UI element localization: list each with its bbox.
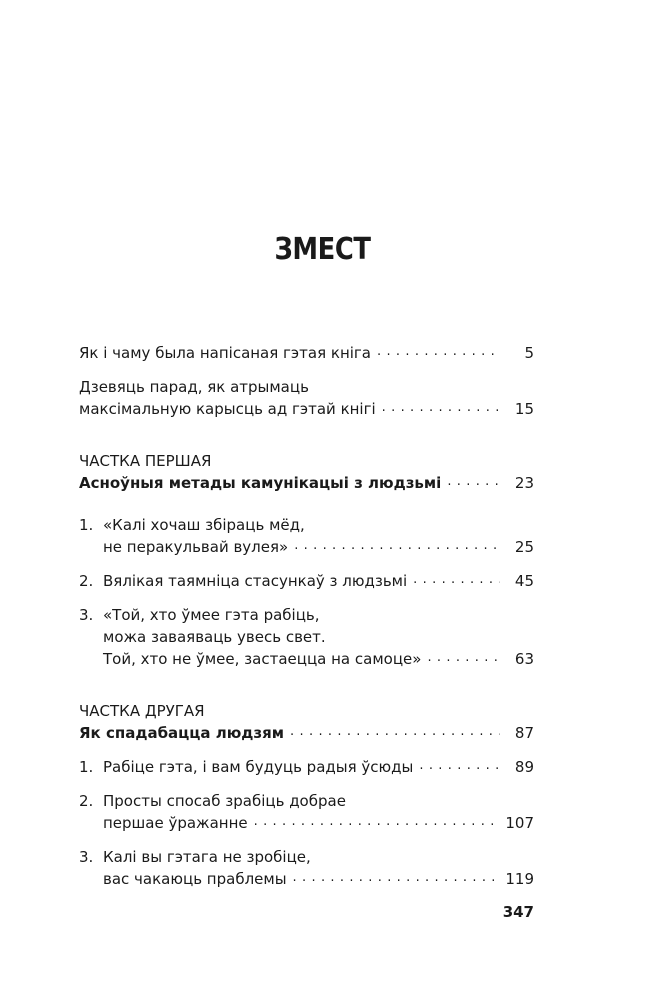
chapter-title-line: Вялікая таямніца стасункаў з людзьмі — [103, 572, 408, 590]
chapter-number: 3. — [79, 606, 94, 624]
toc-entry-intro-1 — [79, 342, 534, 364]
dot-leader — [290, 725, 500, 739]
entry-page: 15 — [514, 400, 534, 418]
dot-leader — [447, 475, 500, 489]
chapter-title-line: не перакульвай вулея» — [103, 538, 289, 556]
dot-leader — [419, 759, 500, 773]
toc-entry-intro-2 — [79, 376, 534, 420]
chapter-page: 25 — [514, 538, 534, 556]
chapter-title-line: можа заваяваць увесь свет. — [103, 628, 326, 646]
dot-leader — [382, 401, 500, 415]
dot-leader — [427, 651, 500, 665]
dot-leader — [254, 815, 498, 829]
dot-leader — [294, 539, 500, 553]
part-title: Як спадабацца людзям — [79, 724, 285, 742]
chapter-number: 2. — [79, 792, 94, 810]
chapter-number: 1. — [79, 516, 94, 534]
dot-leader — [377, 345, 500, 359]
part-label: ЧАСТКА ПЕРШАЯ — [79, 452, 212, 470]
entry-title-line: максімальную карысць ад гэтай кнігі — [79, 400, 376, 418]
chapter-title-line: вас чакаюць праблемы — [103, 870, 287, 888]
chapter-page: 119 — [505, 870, 534, 888]
chapter-title-line: «Калі хочаш збіраць мёд, — [103, 516, 305, 534]
chapter-number: 2. — [79, 572, 94, 590]
chapter-number: 1. — [79, 758, 94, 776]
part-two — [79, 700, 534, 890]
chapter-page: 107 — [505, 814, 534, 832]
chapter-page: 45 — [514, 572, 534, 590]
chapter-title-line: Просты спосаб зрабіць добрае — [103, 792, 346, 810]
entry-title: Як і чаму была напісаная гэтая кніга — [79, 344, 371, 362]
page-number: 347 — [502, 903, 534, 921]
page-title: ЗМЕСТ — [274, 232, 371, 267]
dot-leader — [413, 573, 500, 587]
chapter-page: 89 — [514, 758, 534, 776]
chapter-entry — [79, 846, 534, 890]
part-page: 87 — [514, 724, 534, 742]
chapter-title-line: Калі вы гэтага не зробіце, — [103, 848, 311, 866]
chapter-page: 63 — [514, 650, 534, 668]
chapter-entry — [79, 514, 534, 558]
chapter-entry — [79, 756, 534, 778]
table-of-contents — [79, 342, 534, 890]
chapter-title-line: Той, хто не ўмее, застаецца на самоце» — [103, 650, 422, 668]
chapter-number: 3. — [79, 848, 94, 866]
chapter-entry — [79, 570, 534, 592]
entry-page: 5 — [524, 344, 534, 362]
dot-leader — [293, 871, 498, 885]
chapter-title-line: першае ўражанне — [103, 814, 248, 832]
part-one — [79, 450, 534, 670]
chapter-title-line: Рабіце гэта, і вам будуць радыя ўсюды — [103, 758, 414, 776]
entry-title-line: Дзевяць парад, як атрымаць — [79, 378, 309, 396]
part-label: ЧАСТКА ДРУГАЯ — [79, 702, 205, 720]
part-title: Асноўныя метады камунікацыі з людзьмі — [79, 474, 442, 492]
chapter-entry — [79, 790, 534, 834]
chapter-title-line: «Той, хто ўмее гэта рабіць, — [103, 606, 320, 624]
chapter-entry — [79, 604, 534, 670]
part-page: 23 — [514, 474, 534, 492]
